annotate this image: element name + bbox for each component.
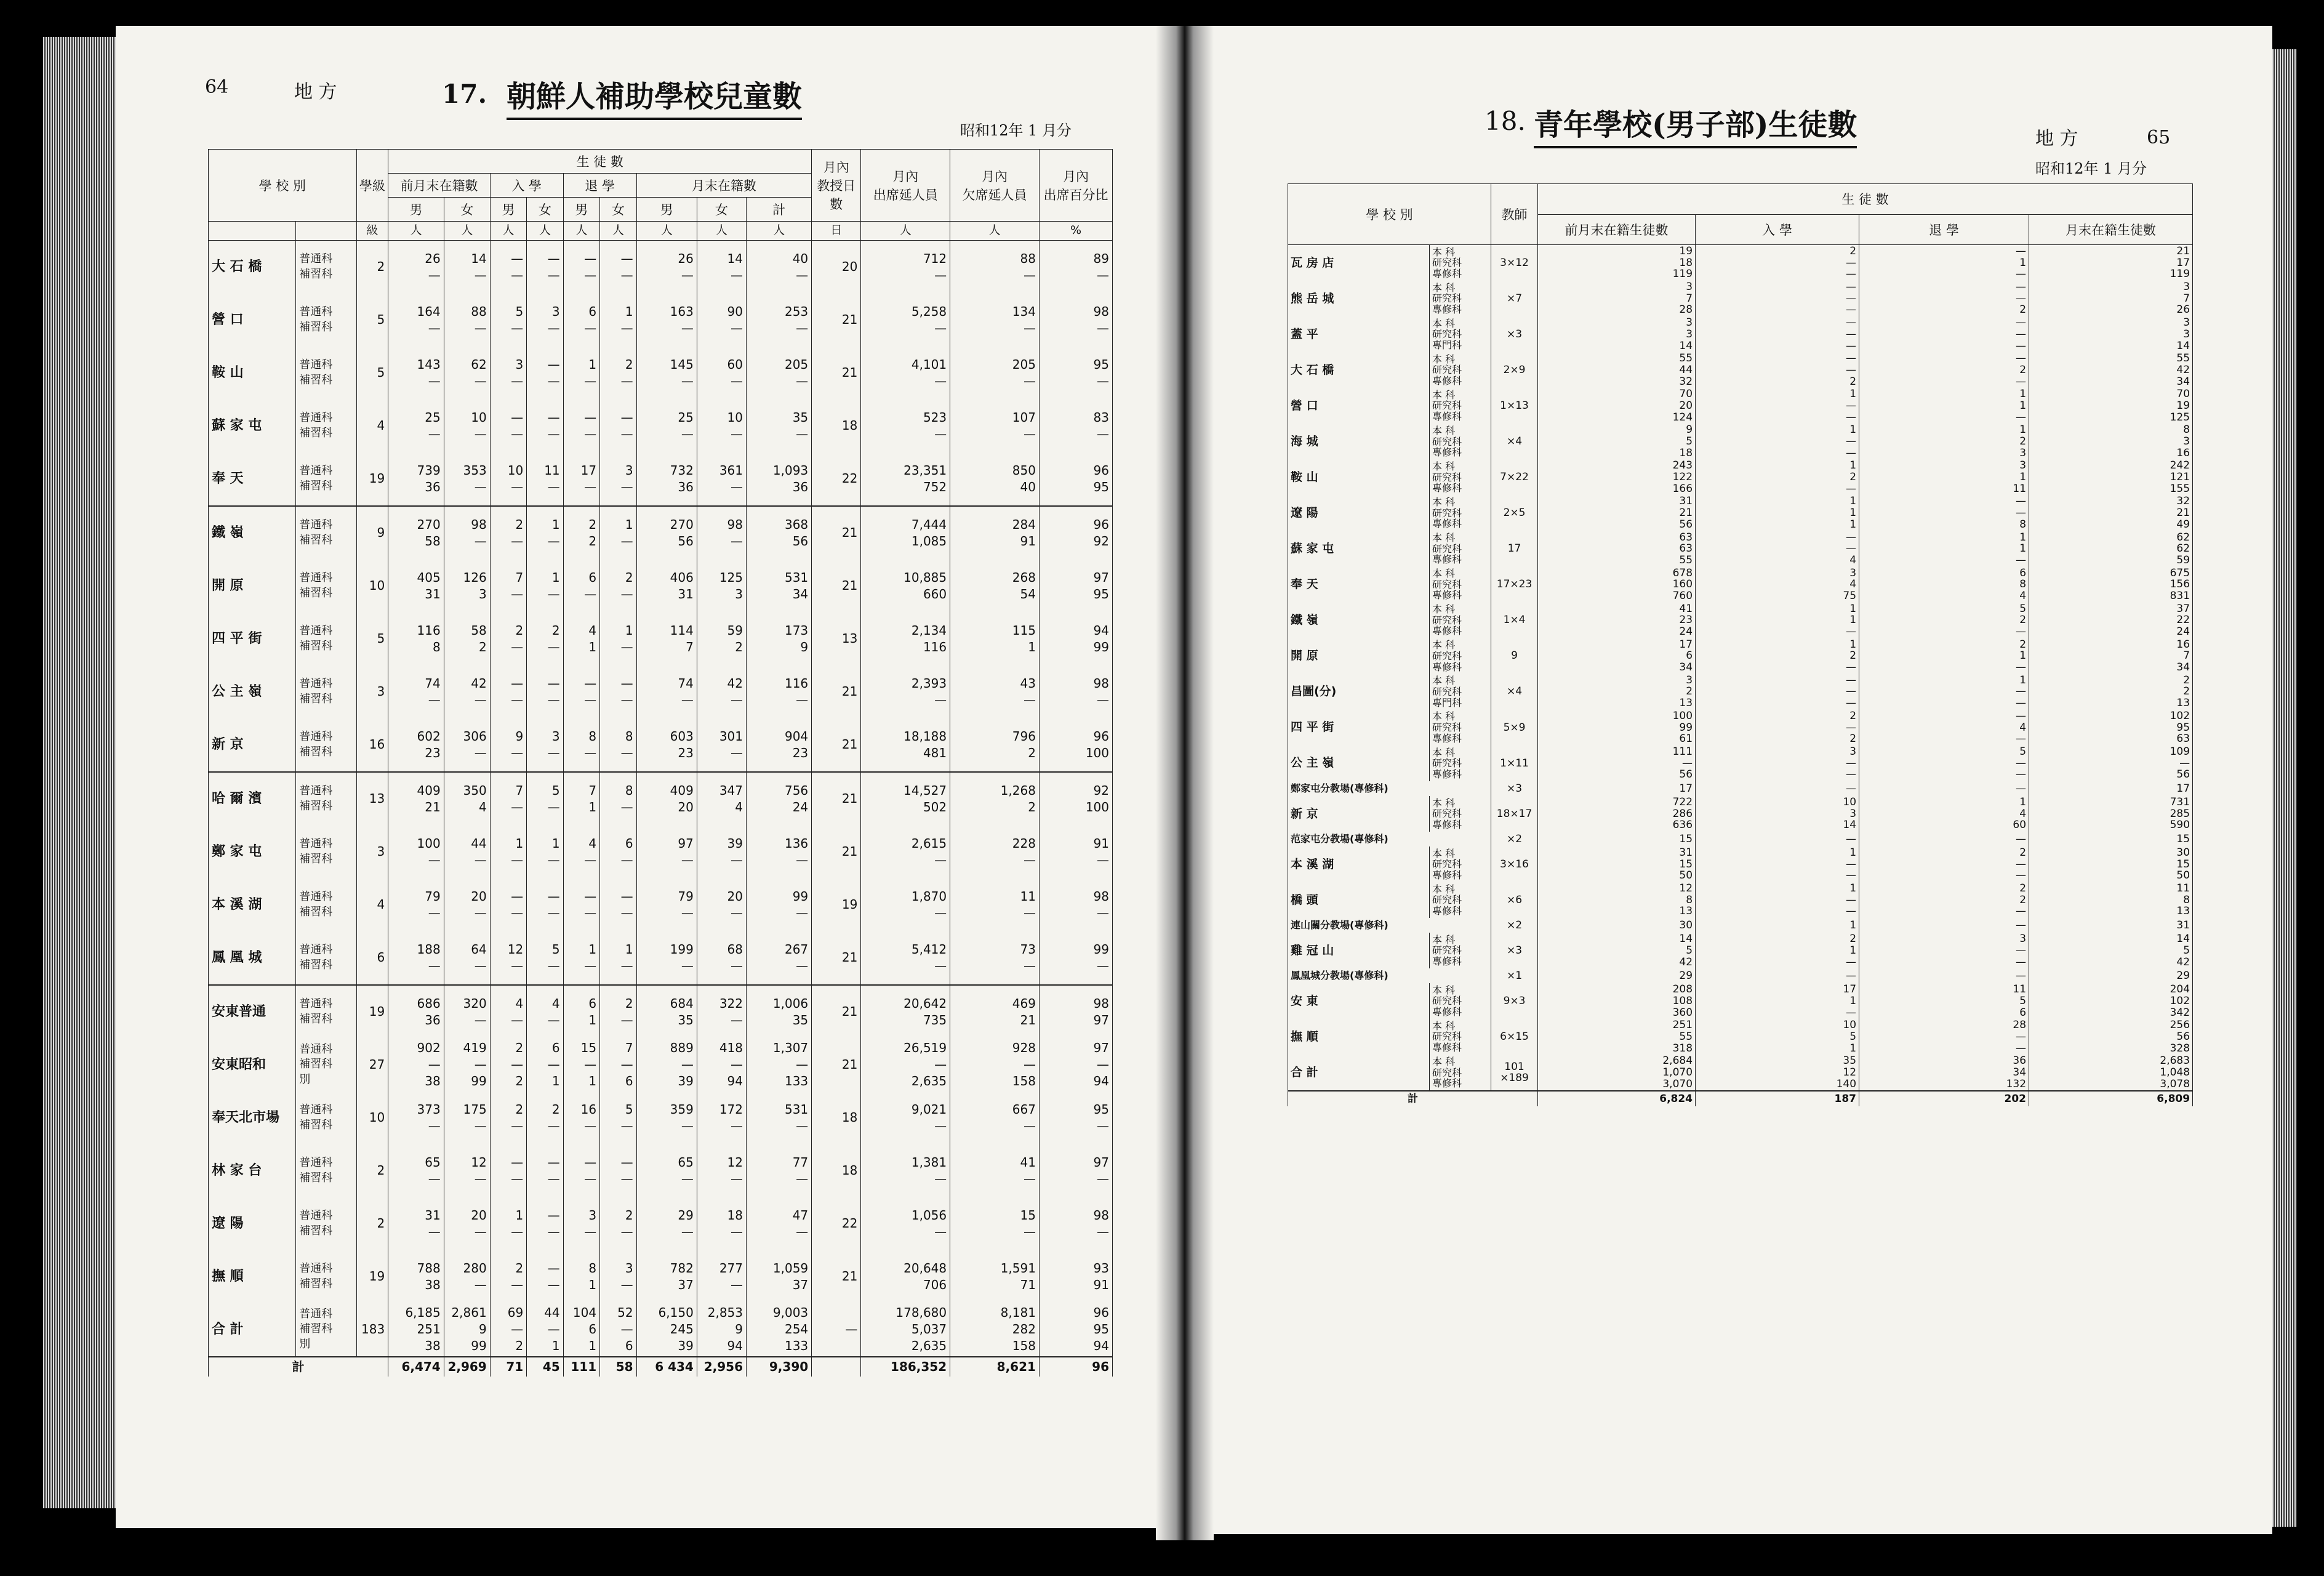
col-end-enrolled: 月末在籍數	[636, 174, 812, 198]
school-name: 奉天北市場	[209, 1092, 296, 1144]
course-type: 普通科 補習科	[296, 1144, 356, 1197]
school-name: 本 溪 湖	[209, 878, 296, 931]
table-title: 朝鮮人補助學校兒童數	[507, 73, 802, 120]
table-row: 本 溪 湖 本 科 研究科 專修科 3×16 31 15 50 1 — — 2 — — 30 15 50	[1288, 846, 2193, 882]
table-row: 大 石 橋 普通科 補習科 2 26 — 14 — — — — — — — — — 26 — 14 — 40 — 20 712 — 88 — 89 —	[209, 240, 1113, 294]
table-row: 大 石 橋 本 科 研究科 專修科 2×9 55 44 32 — — 2 — 2 — 55 42 34	[1288, 352, 2193, 388]
school-name: 大 石 橋	[209, 240, 296, 294]
page-number: 64	[205, 76, 229, 98]
course-type: 普通科 補習科	[296, 240, 356, 294]
school-name: 熊 岳 城	[1288, 281, 1430, 316]
course-type: 普通科 補習科	[296, 560, 356, 613]
course-type: 本 科 研究科 專門科	[1430, 674, 1491, 710]
col-days: 月內 教授日數	[812, 150, 861, 222]
col-female: 女	[444, 198, 490, 222]
school-name: 蓋 平	[1288, 316, 1430, 352]
col-male: 男	[388, 198, 444, 222]
col-prev: 前月末在籍生徒數	[1538, 214, 1696, 245]
table-number: 18.	[1485, 106, 1526, 136]
right-page	[1214, 26, 2272, 1534]
course-type: 本 科 研究科 專修科	[1430, 281, 1491, 316]
table-row: 遼 陽 本 科 研究科 專修科 2×5 31 21 56 1 1 1 — — 8 32 21 49	[1288, 495, 2193, 531]
col-prev-enrolled: 前月末在籍數	[388, 174, 490, 198]
col-male: 男	[563, 198, 599, 222]
col-absence: 月內 欠席延人員	[950, 150, 1040, 222]
school-name: 連山關分教場(專修科)	[1288, 918, 1491, 933]
course-type: 普通科 補習科	[296, 400, 356, 452]
page-stack-right	[2272, 49, 2297, 1527]
col-school: 學 校 別	[1288, 184, 1491, 245]
book-spine	[1156, 26, 1214, 1540]
course-type: 本 科 研究科 專修科	[1430, 1055, 1491, 1091]
table-row: 蘇 家 屯 本 科 研究科 專修科 17 63 63 55 — — 4 1 1 — 62 62 59	[1288, 531, 2193, 567]
school-name: 公 主 嶺	[209, 665, 296, 718]
table-row: 四 平 街 普通科 補習科 5 116 8 58 2 2 — 2 — 4 1 1 — 114 7 59 2 173 9 13 2,134 116 115 1 94 99	[209, 613, 1113, 665]
course-type: 普通科 補習科	[296, 506, 356, 560]
school-name: 瓦 房 店	[1288, 245, 1430, 281]
course-type: 普通科 補習科	[296, 452, 356, 506]
table-row: 安東普通 普通科 補習科 19 686 36 320 — 4 — 4 — 6 1 2 — 684 35 322 — 1,006 35 21 20,642 735 469 21 98 97	[209, 985, 1113, 1039]
table-row: 四 平 街 本 科 研究科 專修科 5×9 100 99 61 2 — 2 — 4 — 102 95 63	[1288, 710, 2193, 746]
course-type: 本 科 研究科 專修科	[1430, 846, 1491, 882]
school-name: 鄭 家 屯	[209, 826, 296, 878]
table-row: 安東昭和 普通科 補習科 別 27 902 — 38 419 — 99 2 — 2 6 — 1 15 — 1 7 — 6 889 — 39 418 — 94 1,307 — 133 21 26,519 — 2,635 928 — 158 97 — 94	[209, 1039, 1113, 1092]
course-type: 本 科 研究科 專門科	[1430, 316, 1491, 352]
school-name: 安 東	[1288, 983, 1430, 1019]
course-type: 普通科 補習科	[296, 985, 356, 1039]
school-name: 鄭家屯分教場(專修科)	[1288, 781, 1491, 796]
col-female: 女	[527, 198, 563, 222]
col-male: 男	[636, 198, 697, 222]
course-type: 本 科 研究科 專修科	[1430, 495, 1491, 531]
col-attendance-rate: 月內 出席百分比	[1039, 150, 1112, 222]
course-type: 本 科 研究科 專修科	[1430, 459, 1491, 495]
col-teachers: 教師	[1491, 184, 1538, 245]
col-left: 退 學	[563, 174, 636, 198]
school-name: 遼 陽	[209, 1197, 296, 1250]
school-name: 奉 天	[209, 452, 296, 506]
course-type: 普通科 補習科 別	[296, 1303, 356, 1357]
table-row: 鐵 嶺 本 科 研究科 專修科 1×4 41 23 24 1 1 — 5 2 — 37 22 24	[1288, 603, 2193, 638]
school-name: 蘇 家 屯	[209, 400, 296, 452]
table-row: 連山關分教場(專修科) ×2 30 1 — 31	[1288, 918, 2193, 933]
grand-total-row: 計 6,474 2,969 71 45 111 58 6 434 2,956 9,390 186,352 8,621 96	[209, 1357, 1113, 1377]
table-row: 公 主 嶺 本 科 研究科 專修科 1×11 111 — 56 3 — — 5 — — 109 — 56	[1288, 746, 2193, 781]
course-type: 本 科 研究科 專修科	[1430, 710, 1491, 746]
school-name: 營 口	[209, 294, 296, 347]
course-type: 普通科 補習科	[296, 878, 356, 931]
course-type: 本 科 研究科 專修科	[1430, 567, 1491, 603]
course-type: 本 科 研究科 專修科	[1430, 1019, 1491, 1055]
school-name: 安東昭和	[209, 1039, 296, 1092]
table-row: 開 原 本 科 研究科 專修科 9 17 6 34 1 2 — 2 1 — 16 7 34	[1288, 638, 2193, 674]
course-type: 本 科 研究科 專修科	[1430, 746, 1491, 781]
school-name: 新 京	[209, 718, 296, 772]
school-name: 本 溪 湖	[1288, 846, 1430, 882]
col-female: 女	[697, 198, 746, 222]
school-name: 四 平 街	[209, 613, 296, 665]
course-type: 普通科 補習科 別	[296, 1039, 356, 1092]
table-row: 撫 順 普通科 補習科 19 788 38 280 — 2 — — — 8 1 3 — 782 37 277 — 1,059 37 21 20,648 706 1,591 71 93 91	[209, 1250, 1113, 1303]
report-date: 昭和12年 1 月分	[2035, 160, 2147, 177]
table-row: 合 計 普通科 補習科 別 183 6,185 251 38 2,861 9 99 69 — 2 44 — 1 104 6 1 52 — 6 6,150 245 39 2,853 9 94 9,003 254 133 — 178,680 5,037 2,635 8,181 282 158 96 95 94	[209, 1303, 1113, 1357]
course-type: 本 科 研究科 專修科	[1430, 352, 1491, 388]
col-school: 學 校 別	[209, 150, 357, 222]
table-row: 本 溪 湖 普通科 補習科 4 79 — 20 — — — — — — — — — 79 — 20 — 99 — 19 1,870 — 11 — 98 —	[209, 878, 1113, 931]
section-label: 地 方	[294, 81, 337, 103]
table-row: 范家屯分教場(專修科) ×2 15 — — 15	[1288, 832, 2193, 846]
course-type: 本 科 研究科 專修科	[1430, 933, 1491, 968]
table-row: 鐵 嶺 普通科 補習科 9 270 58 98 — 2 — 1 — 2 2 1 — 270 56 98 — 368 56 21 7,444 1,085 284 91 96 92	[209, 506, 1113, 560]
page-stack-left	[43, 37, 116, 1508]
school-name: 奉 天	[1288, 567, 1430, 603]
col-end: 月末在籍生徒數	[2029, 214, 2193, 245]
table-row: 雞 冠 山 本 科 研究科 專修科 ×3 14 5 42 2 1 — 3 — — 14 5 42	[1288, 933, 2193, 968]
school-name: 撫 順	[209, 1250, 296, 1303]
school-name: 四 平 街	[1288, 710, 1430, 746]
col-total: 計	[747, 198, 812, 222]
table-row: 合 計 本 科 研究科 專修科 101 ×189 2,684 1,070 3,070 35 12 140 36 34 132 2,683 1,048 3,078	[1288, 1055, 2193, 1091]
course-type: 本 科 研究科 專修科	[1430, 983, 1491, 1019]
table-row: 昌圖(分) 本 科 研究科 專門科 ×4 3 2 13 — — — 1 — — 2 2 13	[1288, 674, 2193, 710]
course-type: 本 科 研究科 專修科	[1430, 796, 1491, 832]
school-name: 范家屯分教場(專修科)	[1288, 832, 1491, 846]
school-name: 大 石 橋	[1288, 352, 1430, 388]
grand-total-row: 計 6,824 187 202 6,809	[1288, 1091, 2193, 1106]
school-name: 鐵 嶺	[209, 506, 296, 560]
school-name: 鞍 山	[209, 347, 296, 400]
col-attendance: 月內 出席延人員	[861, 150, 950, 222]
course-type: 本 科 研究科 專修科	[1430, 245, 1491, 281]
course-type: 普通科 補習科	[296, 1197, 356, 1250]
course-type: 普通科 補習科	[296, 1250, 356, 1303]
table-row: 開 原 普通科 補習科 10 405 31 126 3 7 — 1 — 6 — 2 — 406 31 125 3 531 34 21 10,885 660 268 54 97 95	[209, 560, 1113, 613]
table-row: 蘇 家 屯 普通科 補習科 4 25 — 10 — — — — — — — — — 25 — 10 — 35 — 18 523 — 107 — 83 —	[209, 400, 1113, 452]
table-row: 蓋 平 本 科 研究科 專門科 ×3 3 3 14 — — — — — — 3 3 14	[1288, 316, 2193, 352]
table-17	[208, 149, 1113, 1377]
col-female: 女	[600, 198, 636, 222]
table-number: 17.	[442, 79, 487, 109]
course-type: 普通科 補習科	[296, 826, 356, 878]
col-students: 生 徒 數	[388, 150, 812, 174]
table-title: 青年學校(男子部)生徒數	[1534, 101, 1857, 148]
table-row: 哈 爾 濱 普通科 補習科 13 409 21 350 4 7 — 5 — 7 1 8 — 409 20 347 4 756 24 21 14,527 502 1,268 2 92 100	[209, 772, 1113, 826]
col-left: 退 學	[1859, 214, 2029, 245]
course-type: 本 科 研究科 專修科	[1430, 424, 1491, 459]
course-type: 普通科 補習科	[296, 294, 356, 347]
course-type: 本 科 研究科 專修科	[1430, 603, 1491, 638]
col-male: 男	[490, 198, 526, 222]
table-row: 營 口 本 科 研究科 專修科 1×13 70 20 124 1 — — 1 1 — 70 19 125	[1288, 388, 2193, 424]
school-name: 海 城	[1288, 424, 1430, 459]
report-date: 昭和12年 1 月分	[960, 122, 1072, 139]
table-row: 瓦 房 店 本 科 研究科 專修科 3×12 19 18 119 2 — — — 1 — 21 17 119	[1288, 245, 2193, 281]
school-name: 營 口	[1288, 388, 1430, 424]
school-name: 開 原	[209, 560, 296, 613]
unit-row: 級 人 人 人 人 人 人 人 人 人 日 人 人 %	[209, 222, 1113, 241]
school-name: 林 家 台	[209, 1144, 296, 1197]
course-type: 本 科 研究科 專修科	[1430, 531, 1491, 567]
school-name: 公 主 嶺	[1288, 746, 1430, 781]
table-row: 鳳凰城分教場(專修科) ×1 29 — — 29	[1288, 968, 2193, 983]
school-name: 橋 頭	[1288, 882, 1430, 918]
table-row: 鄭家屯分教場(專修科) ×3 17 — — 17	[1288, 781, 2193, 796]
table-row: 林 家 台 普通科 補習科 2 65 — 12 — — — — — — — — — 65 — 12 — 77 — 18 1,381 — 41 — 97 —	[209, 1144, 1113, 1197]
table-row: 奉 天 本 科 研究科 專修科 17×23 678 160 760 3 4 75 6 8 4 675 156 831	[1288, 567, 2193, 603]
table-row: 奉 天 普通科 補習科 19 739 36 353 — 10 — 11 — 17 — 3 — 732 36 361 — 1,093 36 22 23,351 752 850 40 96 95	[209, 452, 1113, 506]
course-type: 普通科 補習科	[296, 347, 356, 400]
table-row: 鞍 山 普通科 補習科 5 143 — 62 — 3 — — — 1 — 2 — 145 — 60 — 205 — 21 4,101 — 205 — 95 —	[209, 347, 1113, 400]
table-row: 熊 岳 城 本 科 研究科 專修科 ×7 3 7 28 — — — — — 2 3 7 26	[1288, 281, 2193, 316]
school-name: 昌圖(分)	[1288, 674, 1430, 710]
school-name: 雞 冠 山	[1288, 933, 1430, 968]
school-name: 鳳 凰 城	[209, 931, 296, 985]
course-type: 普通科 補習科	[296, 931, 356, 985]
col-students: 生 徒 數	[1538, 184, 2193, 215]
table-row: 新 京 本 科 研究科 專修科 18×17 722 286 636 10 3 14 1 4 60 731 285 590	[1288, 796, 2193, 832]
school-name: 合 計	[1288, 1055, 1430, 1091]
school-name: 鐵 嶺	[1288, 603, 1430, 638]
school-name: 安東普通	[209, 985, 296, 1039]
table-row: 鞍 山 本 科 研究科 專修科 7×22 243 122 166 1 2 — 3 1 11 242 121 155	[1288, 459, 2193, 495]
table-row: 海 城 本 科 研究科 專修科 ×4 9 5 18 1 — — 1 2 3 8 3 16	[1288, 424, 2193, 459]
table-row: 奉天北市場 普通科 補習科 10 373 — 175 — 2 — 2 — 16 — 5 — 359 — 172 — 531 — 18 9,021 — 667 — 95 —	[209, 1092, 1113, 1144]
section-label: 地 方	[2035, 128, 2078, 150]
school-name: 合 計	[209, 1303, 296, 1357]
school-name: 鞍 山	[1288, 459, 1430, 495]
table-row: 安 東 本 科 研究科 專修科 9×3 208 108 360 17 1 — 11 5 6 204 102 342	[1288, 983, 2193, 1019]
table-row: 橋 頭 本 科 研究科 專修科 ×6 12 8 13 1 — — 2 2 — 11 8 13	[1288, 882, 2193, 918]
col-admitted: 入 學	[1696, 214, 1859, 245]
school-name: 哈 爾 濱	[209, 772, 296, 826]
course-type: 本 科 研究科 專修科	[1430, 882, 1491, 918]
table-18	[1288, 183, 2193, 1106]
table-18-body	[1288, 245, 2193, 1092]
table-row: 營 口 普通科 補習科 5 164 — 88 — 5 — 3 — 6 — 1 — 163 — 90 — 253 — 21 5,258 — 134 — 98 —	[209, 294, 1113, 347]
course-type: 普通科 補習科	[296, 718, 356, 772]
course-type: 本 科 研究科 專修科	[1430, 638, 1491, 674]
course-type: 普通科 補習科	[296, 772, 356, 826]
course-type: 普通科 補習科	[296, 665, 356, 718]
table-row: 撫 順 本 科 研究科 專修科 6×15 251 55 318 10 5 1 28 — — 256 56 328	[1288, 1019, 2193, 1055]
course-type: 普通科 補習科	[296, 613, 356, 665]
table-row: 新 京 普通科 補習科 16 602 23 306 — 9 — 3 — 8 — 8 — 603 23 301 — 904 23 21 18,188 481 796 2 96 100	[209, 718, 1113, 772]
table-row: 遼 陽 普通科 補習科 2 31 — 20 — 1 — — — 3 — 2 — 29 — 18 — 47 — 22 1,056 — 15 — 98 —	[209, 1197, 1113, 1250]
page-number: 65	[2147, 127, 2171, 148]
table-17-body	[209, 240, 1113, 1357]
school-name: 開 原	[1288, 638, 1430, 674]
col-classes: 學級	[356, 150, 388, 222]
table-row: 公 主 嶺 普通科 補習科 3 74 — 42 — — — — — — — — — 74 — 42 — 116 — 21 2,393 — 43 — 98 —	[209, 665, 1113, 718]
left-page	[116, 26, 1156, 1528]
table-row: 鳳 凰 城 普通科 補習科 6 188 — 64 — 12 — 5 — 1 — 1 — 199 — 68 — 267 — 21 5,412 — 73 — 99 —	[209, 931, 1113, 985]
course-type: 普通科 補習科	[296, 1092, 356, 1144]
school-name: 蘇 家 屯	[1288, 531, 1430, 567]
school-name: 撫 順	[1288, 1019, 1430, 1055]
course-type: 本 科 研究科 專修科	[1430, 388, 1491, 424]
col-admitted: 入 學	[490, 174, 563, 198]
school-name: 遼 陽	[1288, 495, 1430, 531]
table-row: 鄭 家 屯 普通科 補習科 3 100 — 44 — 1 — 1 — 4 — 6 — 97 — 39 — 136 — 21 2,615 — 228 — 91 —	[209, 826, 1113, 878]
school-name: 鳳凰城分教場(專修科)	[1288, 968, 1491, 983]
school-name: 新 京	[1288, 796, 1430, 832]
